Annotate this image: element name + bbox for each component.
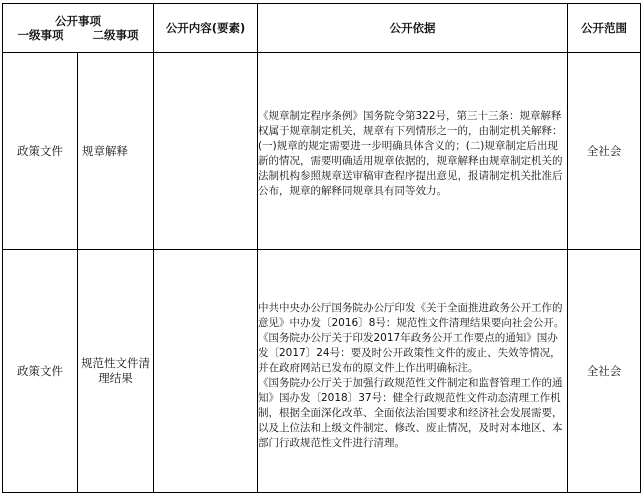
basis-paragraph: 《国务院办公厅关于加强行政规范性文件制定和监督管理工作的通知》国办发〔2018〕37号：健全行政规范性文件动态清理工作机制，根据全面深化改革、全面依法治国要求和经济社会发展需要，以及上位法和上级文件制定、修改、废止情况，及时对本地区、本部门行政规范性文件进行清理。 (258, 377, 563, 449)
header-subheads (3, 28, 153, 42)
content-cell (154, 53, 258, 250)
basis-cell (258, 250, 568, 493)
scope-cell: 全社会 (568, 53, 641, 250)
header-items-title: 公开事项 (55, 14, 101, 28)
header-items-cell (3, 4, 154, 53)
table-row (3, 53, 641, 250)
subcategory-cell: 规章解释 (78, 53, 154, 250)
subcategory-cell: 规范性文件清理结果 (78, 250, 154, 493)
category-cell: 政策文件 (3, 250, 78, 493)
basis-paragraph: 《国务院办公厅关于印发2017年政务公开工作要点的通知》国办发〔2017〕24号：要及时公开政策性文件的废止、失效等情况，并在政府网站已发布的原文件上作出明确标注。 (258, 332, 561, 374)
content-cell (154, 250, 258, 493)
disclosure-table (2, 3, 641, 493)
header-scope: 公开范围 (568, 4, 641, 53)
category-cell: 政策文件 (3, 53, 78, 250)
header-level1: 一级事项 (17, 28, 64, 42)
table-row (3, 250, 641, 493)
scope-cell: 全社会 (568, 250, 641, 493)
header-level2: 二级事项 (92, 28, 139, 42)
header-content: 公开内容(要素) (154, 4, 258, 53)
header-row (3, 4, 641, 53)
basis-paragraph: 中共中央办公厅国务院办公厅印发《关于全面推进政务公开工作的意见》中办发〔2016〕8号：规范性文件清理结果要向社会公开。 (258, 302, 565, 329)
header-basis: 公开依据 (258, 4, 568, 53)
basis-paragraph: 《规章制定程序条例》国务院令第322号，第三十三条：规章解释权属于规章制定机关，规章有下列情形之一的，由制定机关解释：(一)规章的规定需要进一步明确具体含义的；(二)规章制定后出现新的情况，需要明确适用规章依据的，规章解释由规章制定机关的法制机构参照规章送审稿审查程序提出意见，报请制定机关批准后公布，规章的解释同规章具有同等效力。 (258, 110, 563, 197)
basis-cell (258, 53, 568, 250)
